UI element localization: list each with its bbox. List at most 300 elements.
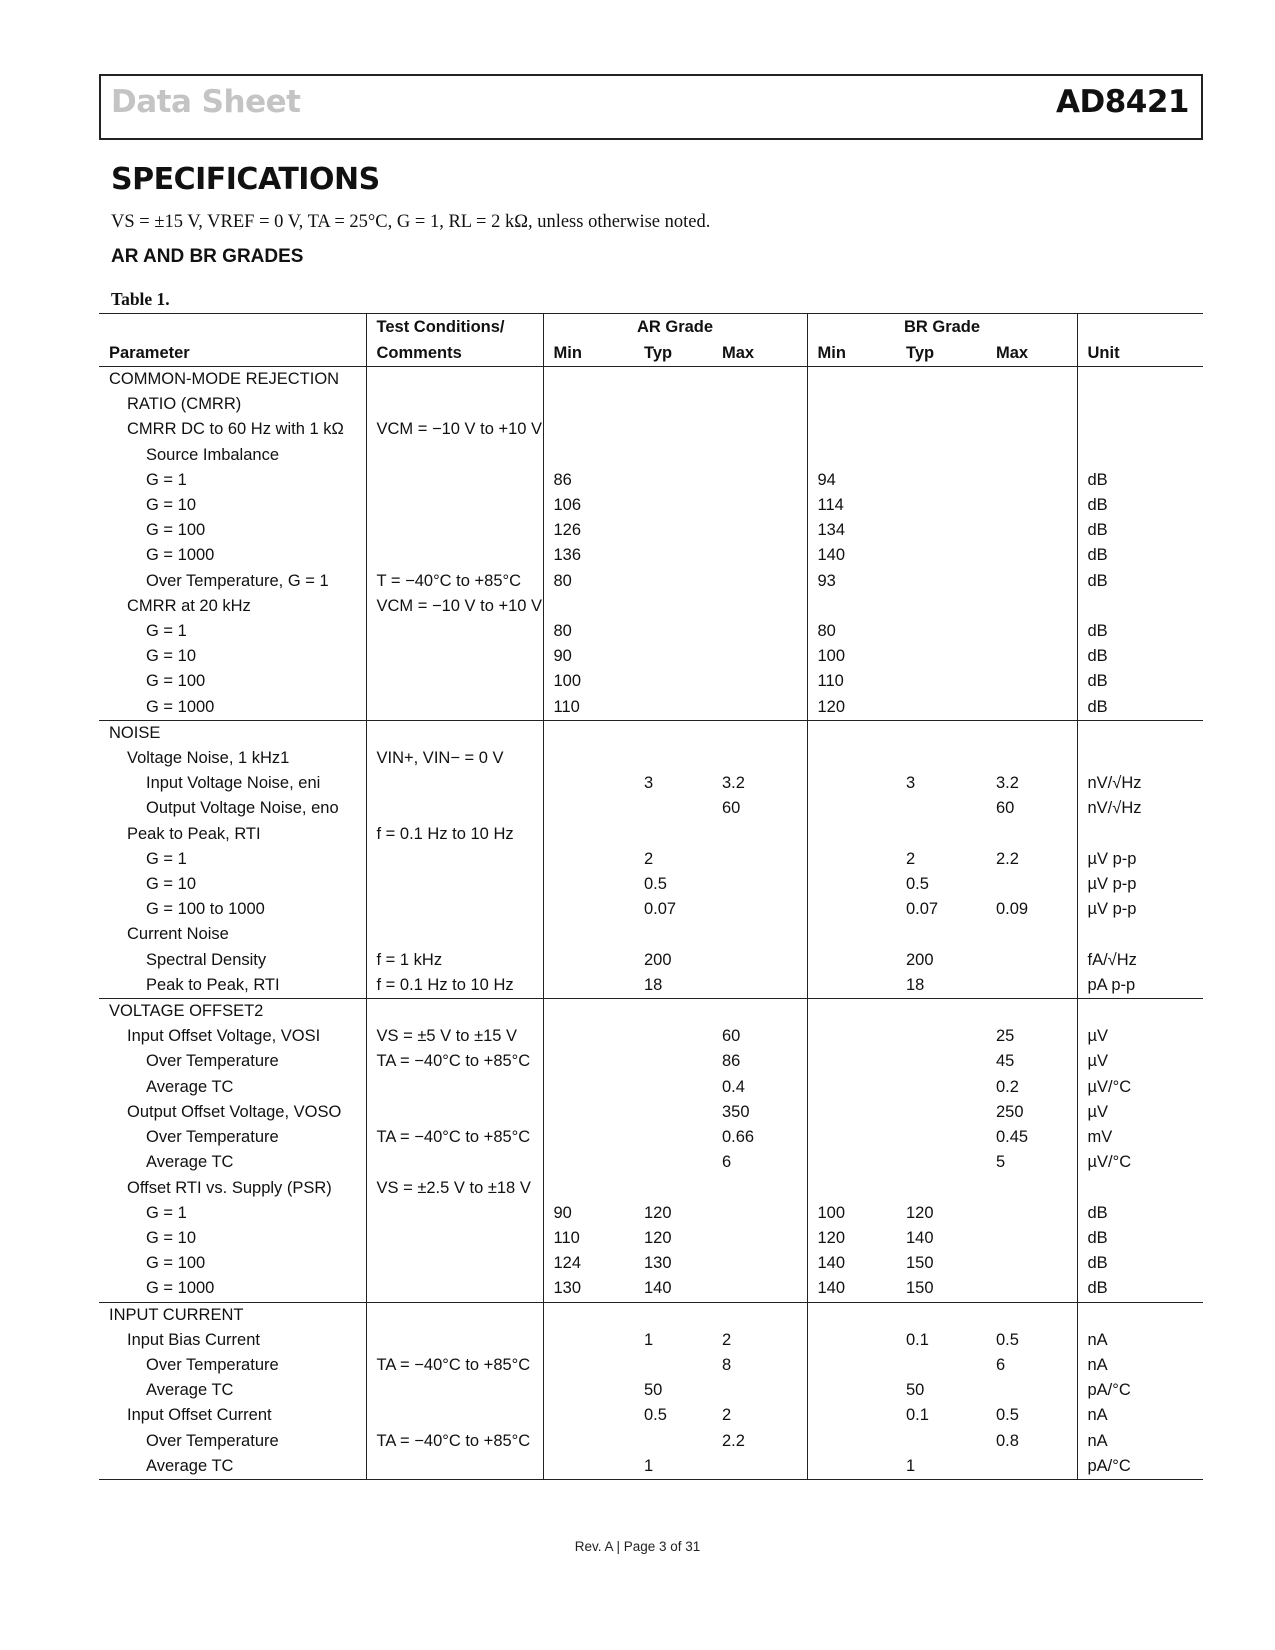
cell-br-typ: 150 — [906, 1254, 934, 1273]
cell-ar-min: 90 — [553, 647, 572, 666]
cell-br-typ — [896, 796, 986, 821]
cell-br-min — [807, 897, 896, 922]
cell-unit — [1077, 443, 1203, 468]
cell-parameter: Input Bias Current — [99, 1328, 366, 1353]
cell-ar-min — [543, 1328, 634, 1353]
cell-unit: dB — [1087, 672, 1108, 691]
cell-ar-min: 90 — [553, 1203, 572, 1222]
cell-br-max: 3.2 — [986, 771, 1077, 796]
table-section-row — [99, 367, 1203, 393]
table-row — [99, 468, 1203, 493]
cell-ar-min — [543, 1150, 634, 1175]
cell-ar-typ: 0.5 — [644, 875, 667, 894]
cell-ar-max — [712, 1276, 807, 1302]
cell-ar-typ: 140 — [644, 1279, 672, 1298]
cell-parameter: G = 100 — [99, 518, 366, 543]
table-row — [99, 518, 1203, 543]
cell-parameter: CMRR at 20 kHz — [99, 594, 366, 619]
cell-parameter: Over Temperature — [99, 1429, 366, 1454]
cell-br-typ — [896, 644, 986, 669]
header-test-conditions-line1: Test Conditions/ — [366, 314, 543, 341]
cell-ar-typ — [634, 417, 712, 442]
cell-ar-min — [543, 999, 634, 1025]
table-row — [99, 872, 1203, 897]
cell-ar-typ: 18 — [644, 975, 663, 994]
header-test-conditions-line2: Comments — [366, 340, 543, 367]
cell-ar-max — [712, 822, 807, 847]
cell-br-typ — [896, 1024, 986, 1049]
cell-test-condition — [366, 872, 543, 897]
cell-ar-max: 8 — [712, 1353, 807, 1378]
table-row — [99, 922, 1203, 947]
cell-br-max: 6 — [986, 1353, 1077, 1378]
cell-br-min — [807, 1024, 896, 1049]
cell-br-min — [807, 1100, 896, 1125]
cell-test-condition: VCM = −10 V to +10 V — [366, 594, 543, 619]
cell-unit: dB — [1087, 1279, 1108, 1298]
cell-ar-typ: 1 — [634, 1454, 712, 1480]
cell-test-condition — [366, 1454, 543, 1480]
cell-br-min — [807, 872, 896, 897]
cell-ar-min: 136 — [553, 546, 582, 565]
table-row — [99, 1100, 1203, 1125]
cell-ar-min — [543, 922, 634, 947]
cell-test-condition — [366, 1403, 543, 1428]
header-unit: Unit — [1077, 340, 1203, 367]
cell-ar-typ — [634, 367, 712, 393]
cell-unit — [1077, 922, 1203, 947]
cell-ar-min — [543, 771, 634, 796]
cell-test-condition — [366, 443, 543, 468]
cell-ar-min — [543, 822, 634, 847]
cell-ar-max — [712, 619, 807, 644]
cell-br-typ: 1 — [896, 1454, 986, 1480]
cell-unit: nA — [1087, 1355, 1108, 1374]
cell-unit: µV — [1087, 1052, 1109, 1071]
cell-br-min — [807, 1378, 896, 1403]
cell-br-min — [807, 443, 896, 468]
cell-unit — [1077, 594, 1203, 619]
cell-parameter: Output Voltage Noise, eno — [99, 796, 366, 821]
table-section-row — [99, 1302, 1203, 1328]
cell-br-min: 110 — [817, 672, 844, 691]
cell-br-min — [807, 1075, 896, 1100]
cell-ar-typ — [634, 1125, 712, 1150]
cell-br-max — [986, 543, 1077, 568]
header-br-typ: Typ — [896, 340, 986, 367]
cell-br-min — [807, 367, 896, 393]
cell-ar-min — [543, 1353, 634, 1378]
table-row — [99, 619, 1203, 644]
cell-ar-min: 106 — [553, 496, 582, 515]
cell-test-condition — [366, 1276, 543, 1302]
cell-ar-typ — [634, 1353, 712, 1378]
cell-ar-max — [712, 948, 807, 973]
cell-unit: dB — [1087, 622, 1108, 641]
cell-ar-min — [543, 1100, 634, 1125]
cell-br-max — [986, 872, 1077, 897]
cell-unit — [1077, 746, 1203, 771]
cell-br-typ — [896, 569, 986, 594]
cell-br-max — [986, 999, 1077, 1025]
cell-ar-typ — [634, 1302, 712, 1328]
cell-br-typ: 18 — [906, 975, 925, 994]
cell-br-max — [986, 644, 1077, 669]
cell-br-max — [986, 1302, 1077, 1328]
cell-unit: nA — [1087, 1330, 1108, 1349]
cell-unit: nV/√Hz — [1087, 799, 1142, 818]
cell-unit: dB — [1087, 1203, 1108, 1222]
cell-br-min: 140 — [817, 1279, 846, 1298]
cell-test-condition — [366, 1075, 543, 1100]
cell-br-typ — [896, 1429, 986, 1454]
cell-ar-min — [543, 973, 634, 999]
cell-parameter: Average TC — [99, 1378, 366, 1403]
cell-ar-typ — [634, 922, 712, 947]
cell-test-condition — [366, 1328, 543, 1353]
cell-test-condition — [366, 1201, 543, 1226]
cell-ar-min — [543, 417, 634, 442]
cell-unit — [1077, 1176, 1203, 1201]
cell-unit — [1077, 392, 1203, 417]
table-section-row — [99, 999, 1203, 1025]
cell-test-condition — [366, 367, 543, 393]
header-parameter-spacer — [99, 314, 366, 341]
cell-ar-typ: 200 — [644, 950, 672, 969]
cell-br-min — [807, 392, 896, 417]
cell-ar-min: 80 — [553, 571, 572, 590]
cell-br-max: 25 — [986, 1024, 1077, 1049]
cell-ar-max: 6 — [712, 1150, 807, 1175]
cell-ar-max — [712, 1302, 807, 1328]
cell-br-min — [807, 720, 896, 746]
cell-ar-max: 60 — [712, 796, 807, 821]
cell-br-min: 134 — [817, 521, 846, 540]
cell-br-min: 114 — [817, 496, 844, 515]
cell-br-typ: 0.5 — [906, 875, 929, 894]
table-section-row — [99, 720, 1203, 746]
table-row — [99, 796, 1203, 821]
cell-unit: mV — [1087, 1128, 1113, 1147]
table-row — [99, 543, 1203, 568]
cell-parameter: Current Noise — [99, 922, 366, 947]
table-row — [99, 746, 1203, 771]
cell-br-min — [807, 796, 896, 821]
cell-ar-max — [712, 922, 807, 947]
cell-br-max — [986, 1176, 1077, 1201]
cell-br-typ — [896, 720, 986, 746]
cell-br-max — [986, 973, 1077, 999]
cell-parameter: G = 1000 — [99, 543, 366, 568]
cell-parameter: G = 1 — [99, 847, 366, 872]
cell-test-condition — [366, 1378, 543, 1403]
cell-parameter: Over Temperature — [99, 1049, 366, 1074]
cell-br-typ — [896, 1049, 986, 1074]
cell-unit: µV — [1087, 1102, 1109, 1121]
cell-br-typ: 0.1 — [906, 1406, 929, 1425]
cell-ar-typ — [634, 999, 712, 1025]
cell-ar-max: 86 — [712, 1049, 807, 1074]
cell-br-min — [807, 1150, 896, 1175]
cell-ar-max — [712, 1251, 807, 1276]
cell-test-condition: f = 0.1 Hz to 10 Hz — [366, 822, 543, 847]
cell-unit: pA p-p — [1087, 975, 1136, 994]
header-ar-grade: AR Grade — [543, 314, 807, 341]
cell-ar-min — [543, 1176, 634, 1201]
cell-ar-typ — [634, 1024, 712, 1049]
cell-unit — [1077, 1302, 1203, 1328]
cell-ar-min — [543, 367, 634, 393]
cell-br-max — [986, 1276, 1077, 1302]
cell-unit — [1077, 999, 1203, 1025]
cell-br-min: 120 — [817, 1228, 846, 1247]
cell-parameter: Peak to Peak, RTI — [99, 822, 366, 847]
cell-parameter: Average TC — [99, 1075, 366, 1100]
cell-ar-max — [712, 669, 807, 694]
cell-br-max — [986, 669, 1077, 694]
cell-parameter: Offset RTI vs. Supply (PSR) — [99, 1176, 366, 1201]
cell-ar-typ: 1 — [644, 1330, 654, 1349]
cell-test-condition — [366, 1150, 543, 1175]
cell-br-min: 140 — [817, 546, 846, 565]
cell-ar-max — [712, 644, 807, 669]
cell-br-min — [807, 1328, 896, 1353]
cell-unit — [1077, 720, 1203, 746]
table-row — [99, 1454, 1203, 1480]
cell-br-typ — [896, 999, 986, 1025]
cell-br-max — [986, 1226, 1077, 1251]
cell-ar-typ — [634, 1075, 712, 1100]
cell-br-min — [807, 822, 896, 847]
cell-ar-typ — [634, 569, 712, 594]
cell-ar-max — [712, 847, 807, 872]
table-row — [99, 1276, 1203, 1302]
cell-parameter: G = 10 — [99, 644, 366, 669]
cell-ar-max — [712, 493, 807, 518]
cell-ar-min — [543, 443, 634, 468]
cell-ar-max — [712, 1454, 807, 1480]
cell-ar-typ — [634, 1100, 712, 1125]
cell-unit: dB — [1087, 697, 1108, 716]
cell-ar-max — [712, 468, 807, 493]
cell-br-max — [986, 367, 1077, 393]
cell-ar-max: 60 — [712, 1024, 807, 1049]
cell-ar-min — [543, 1302, 634, 1328]
cell-unit: pA/°C — [1077, 1454, 1203, 1480]
cell-br-typ: 0.1 — [906, 1330, 929, 1349]
cell-parameter: G = 1000 — [99, 1276, 366, 1302]
cell-ar-max: 2 — [712, 1328, 807, 1353]
cell-test-condition: T = −40°C to +85°C — [366, 569, 543, 594]
header-br-min: Min — [807, 340, 896, 367]
cell-parameter: Input Offset Current — [99, 1403, 366, 1428]
table-row — [99, 1251, 1203, 1276]
cell-ar-min — [543, 1049, 634, 1074]
cell-parameter: Input Offset Voltage, VOSI — [99, 1024, 366, 1049]
cell-br-min: 120 — [817, 697, 846, 716]
cell-parameter: VOLTAGE OFFSET2 — [99, 999, 366, 1025]
cell-unit: dB — [1087, 1254, 1108, 1273]
cell-parameter: Source Imbalance — [99, 443, 366, 468]
cell-ar-typ: 3 — [644, 774, 654, 793]
cell-parameter: G = 1 — [99, 1201, 366, 1226]
cell-ar-typ — [634, 493, 712, 518]
cell-unit: dB — [1087, 470, 1108, 489]
cell-ar-typ — [634, 669, 712, 694]
table-row — [99, 847, 1203, 872]
table-row — [99, 392, 1203, 417]
table-row — [99, 1049, 1203, 1074]
cell-ar-typ — [634, 1429, 712, 1454]
cell-ar-typ — [634, 1049, 712, 1074]
cell-parameter: NOISE — [99, 720, 366, 746]
table-row — [99, 1125, 1203, 1150]
header-ar-max: Max — [712, 340, 807, 367]
specifications-table — [99, 313, 1203, 1480]
cell-parameter: Spectral Density — [99, 948, 366, 973]
cell-br-min: 100 — [817, 1203, 846, 1222]
cell-ar-typ: 120 — [644, 1203, 672, 1222]
cell-ar-max: 3.2 — [712, 771, 807, 796]
cell-ar-max: 2.2 — [712, 1429, 807, 1454]
cell-br-max: 5 — [986, 1150, 1077, 1175]
cell-test-condition: TA = −40°C to +85°C — [366, 1049, 543, 1074]
cell-ar-min — [543, 948, 634, 973]
cell-unit: nA — [1087, 1431, 1108, 1450]
table-row — [99, 948, 1203, 973]
header-br-max: Max — [986, 340, 1077, 367]
cell-ar-min — [543, 392, 634, 417]
table-row — [99, 644, 1203, 669]
cell-ar-max — [712, 543, 807, 568]
cell-parameter: G = 10 — [99, 1226, 366, 1251]
cell-ar-typ — [634, 796, 712, 821]
cell-br-min: 93 — [817, 571, 836, 590]
cell-test-condition — [366, 518, 543, 543]
cell-ar-typ — [634, 543, 712, 568]
cell-br-typ — [896, 1302, 986, 1328]
test-conditions-note: VS = ±15 V, VREF = 0 V, TA = 25°C, G = 1, RL = 2 kΩ, unless otherwise noted. — [111, 212, 711, 232]
cell-ar-typ — [634, 1176, 712, 1201]
cell-br-typ — [896, 1075, 986, 1100]
cell-br-min — [807, 417, 896, 442]
cell-br-min — [807, 999, 896, 1025]
cell-br-max — [986, 746, 1077, 771]
cell-ar-min: 80 — [553, 622, 572, 641]
cell-br-max — [986, 569, 1077, 594]
cell-br-min — [807, 1454, 896, 1480]
table-row — [99, 417, 1203, 442]
cell-ar-max — [712, 417, 807, 442]
page-footer: Rev. A | Page 3 of 31 — [574, 1539, 701, 1554]
cell-br-min — [807, 771, 896, 796]
cell-ar-max — [712, 518, 807, 543]
cell-parameter: G = 100 to 1000 — [99, 897, 366, 922]
cell-br-typ — [896, 1100, 986, 1125]
cell-unit: dB — [1087, 496, 1108, 515]
cell-ar-typ — [634, 695, 712, 721]
cell-br-typ — [896, 443, 986, 468]
cell-test-condition — [366, 847, 543, 872]
cell-test-condition: VIN+, VIN− = 0 V — [366, 746, 543, 771]
cell-parameter: G = 1 — [99, 468, 366, 493]
cell-br-typ — [896, 367, 986, 393]
cell-ar-typ: 0.07 — [644, 900, 677, 919]
table-head — [99, 314, 1203, 367]
cell-ar-max — [712, 872, 807, 897]
cell-parameter: Average TC — [99, 1150, 366, 1175]
cell-br-typ — [896, 822, 986, 847]
table-row — [99, 1429, 1203, 1454]
cell-br-min — [807, 1429, 896, 1454]
cell-br-typ — [896, 1176, 986, 1201]
cell-ar-min — [543, 594, 634, 619]
cell-ar-typ — [634, 594, 712, 619]
table-row — [99, 1328, 1203, 1353]
cell-unit: µV/°C — [1087, 1153, 1132, 1172]
cell-unit: nA — [1087, 1406, 1108, 1425]
cell-br-typ — [896, 392, 986, 417]
cell-ar-max — [712, 897, 807, 922]
header-ar-typ: Typ — [634, 340, 712, 367]
page-header — [99, 74, 1203, 140]
header-part-number: AD8421 — [1055, 84, 1189, 120]
cell-br-typ — [896, 594, 986, 619]
cell-unit: µV/°C — [1087, 1077, 1132, 1096]
cell-test-condition — [366, 392, 543, 417]
cell-parameter: G = 1000 — [99, 695, 366, 721]
cell-test-condition — [366, 669, 543, 694]
table-row — [99, 1226, 1203, 1251]
cell-parameter: G = 100 — [99, 1251, 366, 1276]
cell-ar-max — [712, 695, 807, 721]
cell-ar-typ — [634, 443, 712, 468]
cell-br-max — [986, 443, 1077, 468]
cell-unit: pA/°C — [1087, 1381, 1131, 1400]
cell-br-typ — [896, 543, 986, 568]
cell-br-max: 0.8 — [986, 1429, 1077, 1454]
table-row — [99, 695, 1203, 721]
cell-br-typ: 2 — [906, 849, 916, 868]
cell-br-max — [986, 720, 1077, 746]
cell-br-max — [986, 1201, 1077, 1226]
header-br-grade: BR Grade — [807, 314, 1077, 341]
cell-ar-typ — [634, 822, 712, 847]
cell-ar-max — [712, 746, 807, 771]
cell-br-typ — [896, 746, 986, 771]
cell-br-max — [986, 619, 1077, 644]
cell-test-condition — [366, 720, 543, 746]
cell-br-max — [986, 922, 1077, 947]
cell-br-max: 0.5 — [986, 1328, 1077, 1353]
table-row — [99, 897, 1203, 922]
cell-br-min — [807, 1353, 896, 1378]
cell-unit: nV/√Hz — [1087, 774, 1142, 793]
cell-test-condition: f = 0.1 Hz to 10 Hz — [366, 973, 543, 999]
cell-parameter: COMMON-MODE REJECTION — [99, 367, 366, 393]
table-row — [99, 973, 1203, 999]
table-row — [99, 1075, 1203, 1100]
cell-unit — [1077, 822, 1203, 847]
table-row — [99, 1024, 1203, 1049]
cell-br-min — [807, 948, 896, 973]
cell-ar-max — [712, 720, 807, 746]
cell-unit — [1077, 367, 1203, 393]
cell-parameter: Peak to Peak, RTI — [99, 973, 366, 999]
cell-ar-max — [712, 443, 807, 468]
cell-parameter: RATIO (CMRR) — [99, 392, 366, 417]
table-row — [99, 1176, 1203, 1201]
